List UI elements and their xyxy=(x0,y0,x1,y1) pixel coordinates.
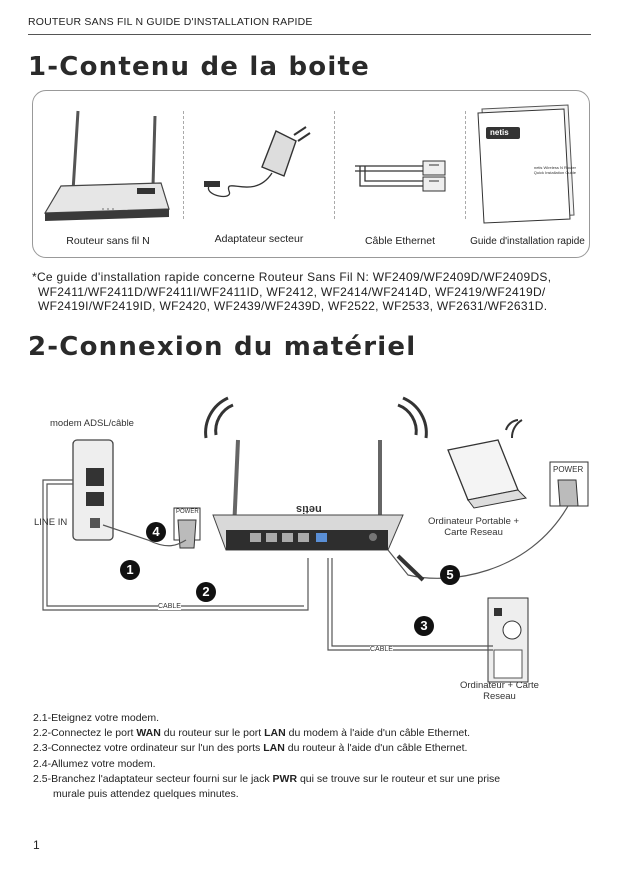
ethernet-cable-illustration xyxy=(335,91,465,231)
page-number: 1 xyxy=(33,838,40,852)
step-badge-5: 5 xyxy=(440,565,460,585)
power-label-outlet: POWER xyxy=(176,509,199,515)
step-badge-2: 2 xyxy=(196,582,216,602)
caption-adapter: Adaptateur secteur xyxy=(214,233,304,245)
step-badge-3: 3 xyxy=(414,616,434,636)
power-label-wall: POWER xyxy=(553,465,584,474)
step-item: 2.4-Allumez votre modem. xyxy=(33,757,156,770)
section2-title: 2-Connexion du matériel xyxy=(28,332,417,362)
header-title: ROUTEUR SANS FIL N GUIDE D'INSTALLATION RAPIDE xyxy=(28,16,313,28)
step-item: 2.5-Branchez l'adaptateur secteur fourni sur le jack PWR qui se trouve sur le routeur et sur une prise xyxy=(33,772,501,785)
caption-router: Routeur sans fil N xyxy=(66,235,150,247)
compatibility-note xyxy=(32,270,592,314)
header-rule xyxy=(28,34,591,35)
step-item: 2.2-Connectez le port WAN du routeur sur le port LAN du modem à l'aide d'un câble Ethernet. xyxy=(33,727,471,740)
guide-cover-text: netis Wireless N Router Quick Installation Guide xyxy=(533,165,576,175)
item-router xyxy=(33,91,183,257)
note-line: WF2411/WF2411D/WF2411I/WF2411ID, WF2412, WF2414/WF2414D, WF2419/WF2419D/ xyxy=(38,284,546,299)
note-line: *Ce guide d'installation rapide concerne Routeur Sans Fil N: WF2409/WF2409D/WF2409DS, xyxy=(32,270,552,284)
step-item: 2.1-Eteignez votre modem. xyxy=(33,712,160,724)
router-illustration xyxy=(33,91,183,231)
router-logo: netis xyxy=(296,503,322,515)
caption-guide: Guide d'installation rapide xyxy=(470,236,585,247)
line-in-label: LINE IN xyxy=(34,517,68,528)
box-contents xyxy=(32,90,590,258)
power-adapter-illustration xyxy=(184,91,334,231)
item-guide xyxy=(466,91,589,257)
modem-label: modem ADSL/câble xyxy=(50,418,134,429)
item-adapter xyxy=(184,91,334,257)
laptop-label: Ordinateur Portable + Carte Reseau xyxy=(428,516,520,538)
step-continuation: murale puis attendez quelques minutes. xyxy=(53,788,239,801)
steps-list xyxy=(33,711,593,802)
guide-logo: netis xyxy=(490,128,509,137)
guide-booklet-illustration xyxy=(466,91,589,231)
connection-diagram xyxy=(28,380,598,710)
connection-diagram-drawing xyxy=(28,380,598,710)
step-badge-1: 1 xyxy=(120,560,140,580)
desktop-label: Ordinateur + Carte Reseau xyxy=(460,680,539,702)
cable-label-1: CABLE xyxy=(158,603,181,610)
step-badge-4: 4 xyxy=(146,522,166,542)
note-line: WF2419I/WF2419ID, WF2420, WF2439/WF2439D, WF2522, WF2533, WF2631/WF2631D. xyxy=(38,299,548,313)
caption-ethernet-cable: Câble Ethernet xyxy=(364,235,436,247)
cable-label-2: CABLE xyxy=(370,646,393,653)
step-item: 2.3-Connectez votre ordinateur sur l'un des ports LAN du routeur à l'aide d'un câble Ethernet. xyxy=(33,742,468,755)
section1-title: 1-Contenu de la boite xyxy=(28,52,370,82)
item-ethernet-cable xyxy=(335,91,465,257)
